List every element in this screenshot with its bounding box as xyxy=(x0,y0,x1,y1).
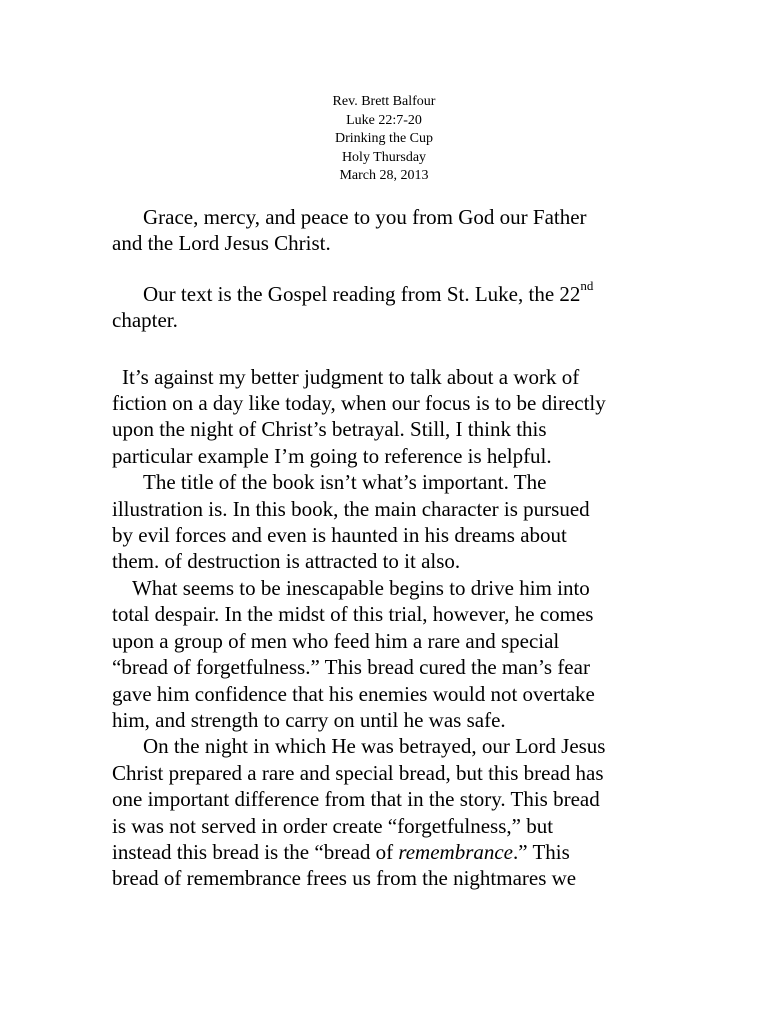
ordinal-suffix: nd xyxy=(580,277,594,293)
betrayal-paragraph-line: On the night in which He was betrayed, our Lord Jesus xyxy=(143,734,606,759)
despair-paragraph-line: “bread of forgetfulness.” This bread cured the man’s fear xyxy=(112,655,590,680)
sermon-date: March 28, 2013 xyxy=(339,168,429,183)
fiction-paragraph-line: particular example I’m going to reference is helpful. xyxy=(112,443,552,468)
betrayal-paragraph-line: Christ prepared a rare and special bread, but this bread has xyxy=(112,760,604,785)
fiction-paragraph-line: It’s against my better judgment to talk about a work of xyxy=(122,364,580,389)
despair-paragraph-line: upon a group of men who feed him a rare and special xyxy=(112,628,560,653)
scripture-reference: Luke 22:7-20 xyxy=(346,112,422,128)
author-name: Rev. Brett Balfour xyxy=(332,94,436,109)
text-intro-line: chapter. xyxy=(112,308,178,333)
sermon-header xyxy=(0,93,768,186)
text-intro-line: Our text is the Gospel reading from St. Luke, the 22nd xyxy=(143,277,594,306)
betrayal-paragraph-line: one important difference from that in the story. This bread xyxy=(112,787,600,812)
despair-paragraph-line: gave him confidence that his enemies would not overtake xyxy=(112,681,595,706)
betrayal-paragraph-line: bread of remembrance frees us from the nightmares we xyxy=(112,866,577,891)
fiction-paragraph-line: fiction on a day like today, when our focus is to be directly xyxy=(112,391,606,416)
emphasized-word: remembrance xyxy=(398,839,514,864)
book-paragraph-line: by evil forces and even is haunted in his dreams about xyxy=(112,523,567,548)
book-paragraph-line: The title of the book isn’t what’s important. The xyxy=(143,470,547,495)
fiction-paragraph-line: upon the night of Christ’s betrayal. Still, I think this xyxy=(112,417,547,442)
greeting-line: and the Lord Jesus Christ. xyxy=(112,231,331,256)
occasion: Holy Thursday xyxy=(341,149,427,165)
betrayal-paragraph-line: is was not served in order create “forgetfulness,” but xyxy=(112,813,554,838)
sermon-title: Drinking the Cup xyxy=(335,131,433,146)
sermon-body xyxy=(112,204,652,892)
greeting-line: Grace, mercy, and peace to you from God our Father xyxy=(143,205,587,229)
book-paragraph-line: them. of destruction is attracted to it also. xyxy=(112,549,461,574)
book-paragraph-line: illustration is. In this book, the main character is pursued xyxy=(112,496,590,521)
despair-paragraph-line: him, and strength to carry on until he was safe. xyxy=(112,707,506,732)
despair-paragraph-line: What seems to be inescapable begins to drive him into xyxy=(132,575,590,600)
betrayal-paragraph-line: instead this bread is the “bread of remembrance.” This xyxy=(112,839,570,864)
despair-paragraph-line: total despair. In the midst of this trial, however, he comes xyxy=(112,602,594,627)
